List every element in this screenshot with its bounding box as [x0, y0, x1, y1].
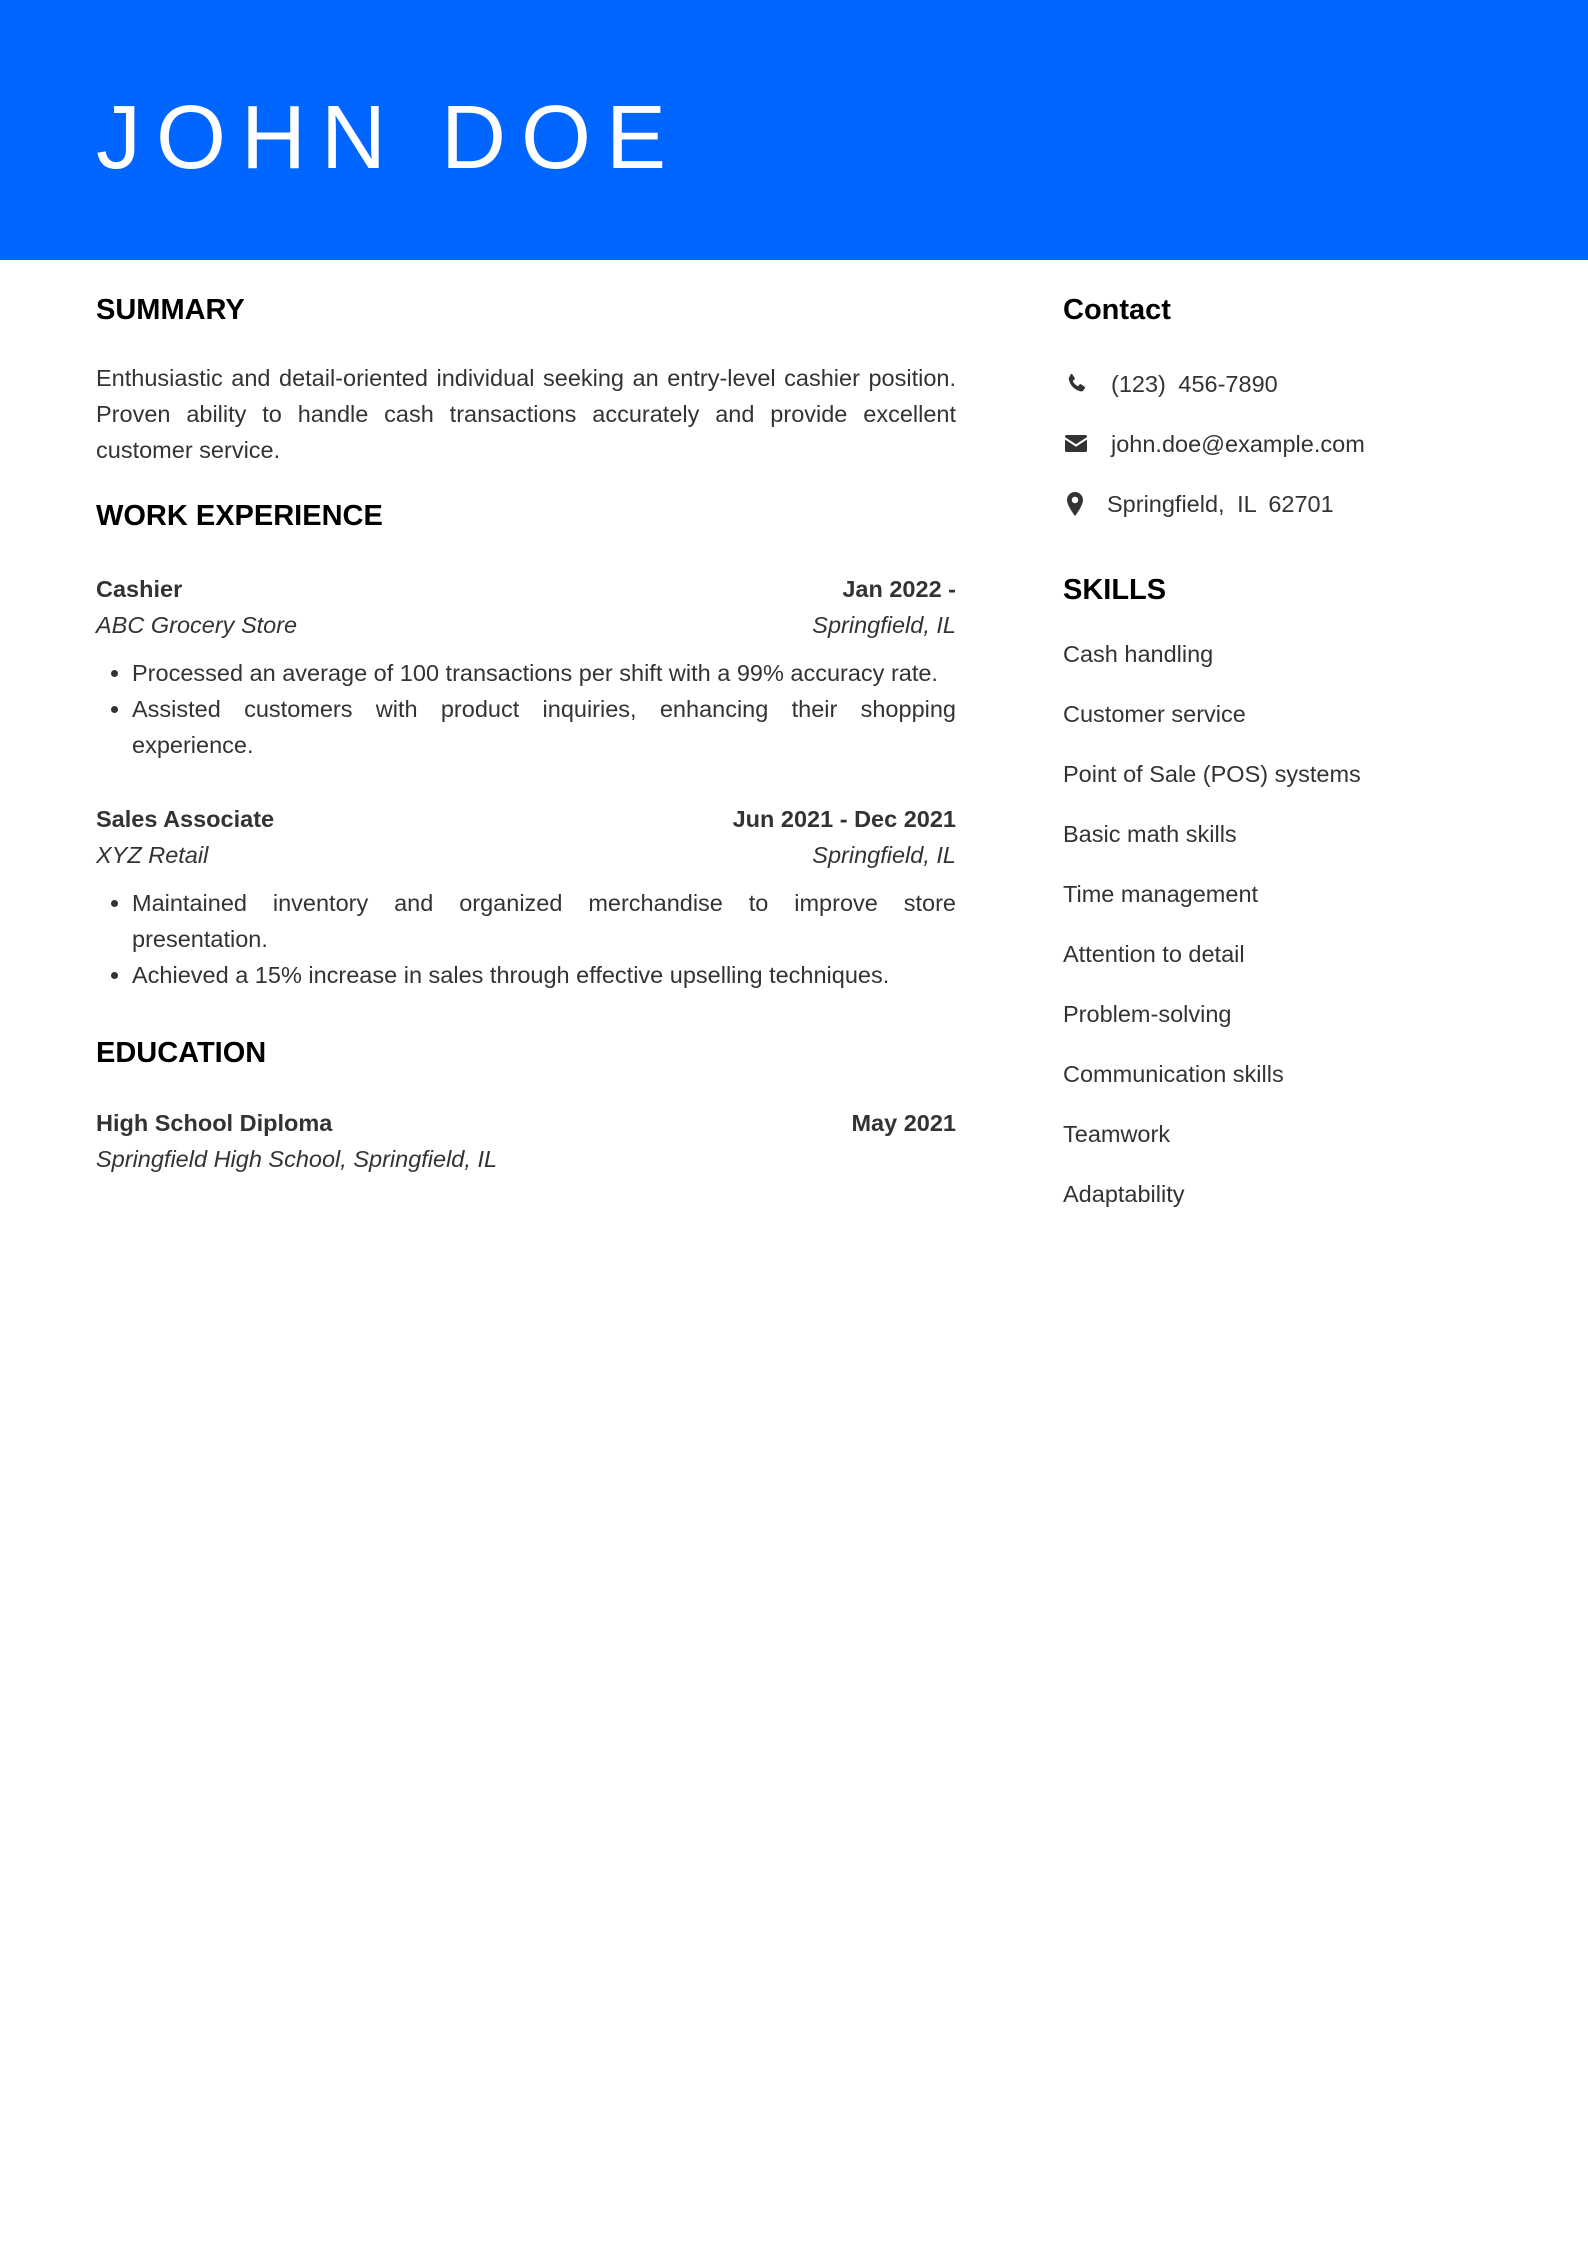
job-bullet: • Achieved a 15% increase in sales through effective upselling techniques. [132, 957, 956, 993]
job-location: Springfield, IL [812, 842, 956, 868]
job-title: Sales Associate [96, 806, 275, 832]
skill-item: Cash handling [1063, 641, 1214, 667]
envelope-icon [1063, 431, 1089, 457]
skills-list [1063, 636, 1503, 1212]
job-dates: Jan 2022 - [842, 576, 956, 602]
map-marker-icon [1065, 491, 1085, 517]
skill-item: Teamwork [1063, 1121, 1171, 1147]
school: Springfield High School, Springfield, IL [96, 1146, 498, 1172]
skill-item: Problem-solving [1063, 1001, 1232, 1027]
contact-list [1063, 366, 1503, 522]
work-experience-heading: WORK EXPERIENCE [96, 500, 383, 532]
job-location: Springfield, IL [812, 612, 956, 638]
job-bullets [96, 655, 956, 763]
skill-item: Attention to detail [1063, 941, 1245, 967]
job-bullet: • Assisted customers with product inquiries, enhancing their shopping experience. [132, 691, 956, 763]
main-column [96, 290, 956, 1177]
skill-item: Customer service [1063, 701, 1246, 727]
job-entry [96, 571, 956, 763]
email-address: john.doe@example.com [1111, 430, 1365, 457]
education-date: May 2021 [851, 1110, 956, 1136]
job-bullet: • Processed an average of 100 transactions per shift with a 99% accuracy rate. [132, 655, 956, 691]
skill-item: Adaptability [1063, 1181, 1185, 1207]
job-company: XYZ Retail [96, 842, 209, 868]
address: Springfield, IL 62701 [1107, 490, 1334, 517]
job-title: Cashier [96, 576, 183, 602]
skill-item: Basic math skills [1063, 821, 1237, 847]
phone-icon [1063, 371, 1089, 397]
person-name: JOHN DOE [96, 88, 682, 188]
skill-item: Point of Sale (POS) systems [1063, 761, 1361, 787]
sidebar-column [1063, 290, 1503, 1236]
skill-item: Communication skills [1063, 1061, 1284, 1087]
skill-item: Time management [1063, 881, 1259, 907]
summary-text: Enthusiastic and detail-oriented individual seeking an entry-level cashier position. Proven ability to handle cash transactions accurately and provide excellent customer service. [96, 365, 956, 463]
education-entry [96, 1105, 956, 1177]
job-dates: Jun 2021 - Dec 2021 [732, 806, 956, 832]
contact-address [1063, 486, 1503, 522]
contact-phone [1063, 366, 1503, 402]
job-bullets [96, 885, 956, 993]
contact-heading: Contact [1063, 294, 1171, 326]
phone-number: (123) 456-7890 [1111, 370, 1278, 397]
contact-email [1063, 426, 1503, 462]
education-heading: EDUCATION [96, 1037, 267, 1069]
job-bullet: • Maintained inventory and organized merchandise to improve store presentation. [132, 885, 956, 957]
job-entry [96, 801, 956, 993]
summary-heading: SUMMARY [96, 294, 245, 326]
degree: High School Diploma [96, 1110, 333, 1136]
skills-heading: SKILLS [1063, 574, 1167, 606]
job-company: ABC Grocery Store [96, 612, 298, 638]
header-banner [0, 0, 1588, 260]
